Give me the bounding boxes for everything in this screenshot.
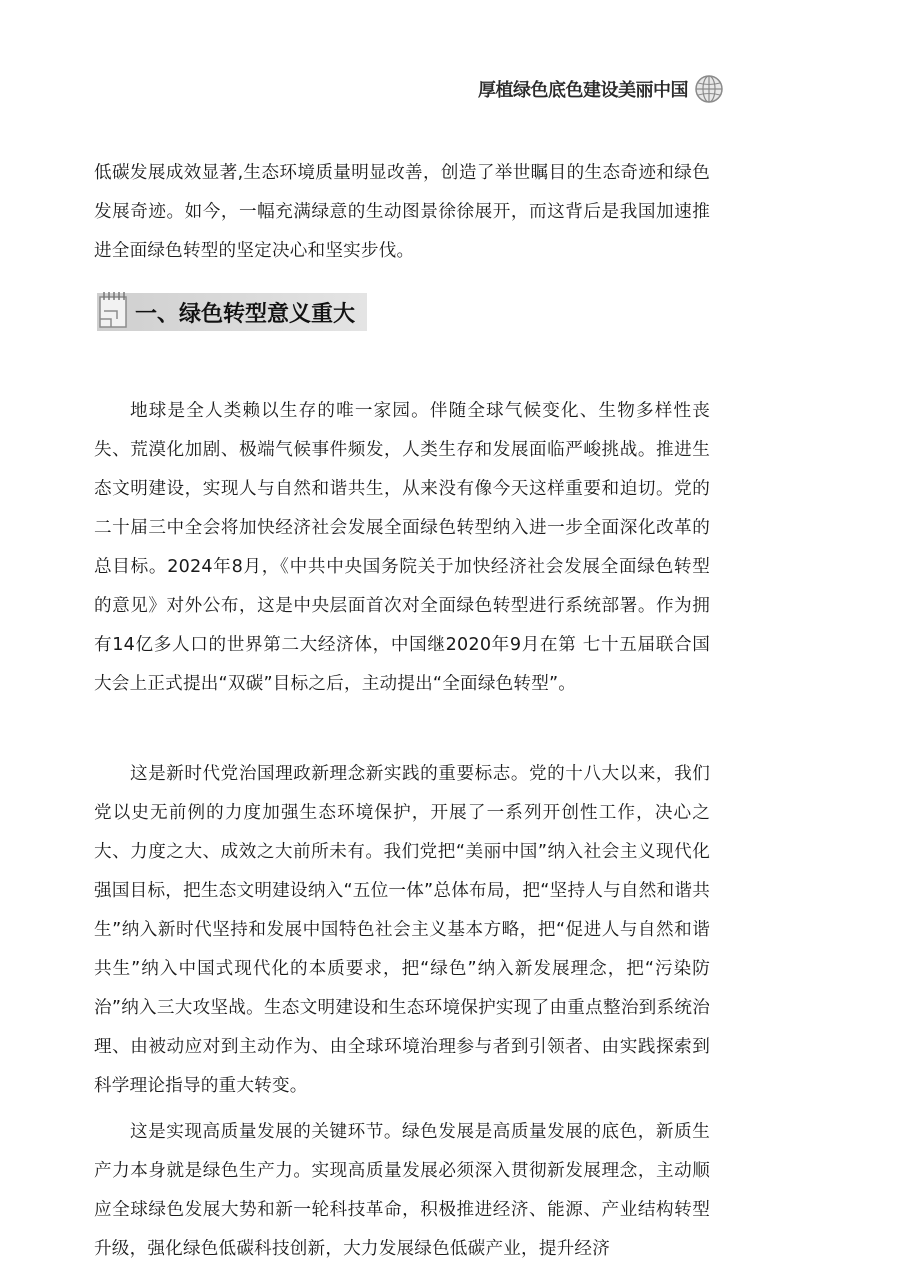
page-header: [478, 74, 724, 104]
intro-paragraph: 低碳发展成效显著,生态环境质量明显改善，创造了举世瞩目的生态奇迹和绿色发展奇迹。如今，一幅充满绿意的生动图景徐徐展开，而这背后是我国加速推进全面绿色转型的坚定决心和坚实步伐。: [94, 163, 710, 261]
header-title: 厚植绿色底色建设美丽中国: [478, 80, 688, 101]
body-paragraph: 地球是全人类赖以生存的唯一家园。伴随全球气候变化、生物多样性丧失、荒漠化加剧、极端气候事件频发，人类生存和发展面临严峻挑战。推进生态文明建设，实现人与自然和谐共生，从来没有像今天这样重要和迫切。党的二十届三中全会将加快经济社会发展全面绿色转型纳入进一步全面深化改革的总目标。2024年8月，《中共中央国务院关于加快经济社会发展全面绿色转型的意见》对外公布，这是中央层面首次对全面绿色转型进行系统部署。作为拥有14亿多人口的世界第二大经济体，中国继2020年9月在第 七十五届联合国大会上正式提出“双碳”目标之后，主动提出“全面绿色转型”。: [94, 401, 710, 694]
body-paragraph: 这是新时代党治国理政新理念新实践的重要标志。党的十八大以来，我们党以史无前例的力度加强生态环境保护，开展了一系列开创性工作，决心之大、力度之大、成效之大前所未有。我们党把“美丽中国”纳入社会主义现代化强国目标，把生态文明建设纳入“五位一体”总体布局，把“坚持人与自然和谐共生”纳入新时代坚持和发展中国特色社会主义基本方略，把“促进人与自然和谐共生”纳入中国式现代化的本质要求，把“绿色”纳入新发展理念，把“污染防治”纳入三大攻坚战。生态文明建设和生态环境保护实现了由重点整治到系统治理、由被动应对到主动作为、由全球环境治理参与者到引领者、由实践探索到科学理论指导的重大转变。: [94, 764, 710, 1096]
body-paragraph: 这是实现高质量发展的关键环节。绿色发展是高质量发展的底色，新质生产力本身就是绿色生产力。实现高质量发展必须深入贯彻新发展理念，主动顺应全球绿色发展大势和新一轮科技革命，积极推进经济、能源、产业结构转型升级，强化绿色低碳科技创新，大力发展绿色低碳产业，提升经济: [94, 1122, 710, 1259]
notepad-icon: [97, 289, 131, 331]
globe-icon: [694, 74, 724, 104]
section-title: 一、绿色转型意义重大: [135, 301, 356, 327]
section-heading: [97, 293, 367, 331]
